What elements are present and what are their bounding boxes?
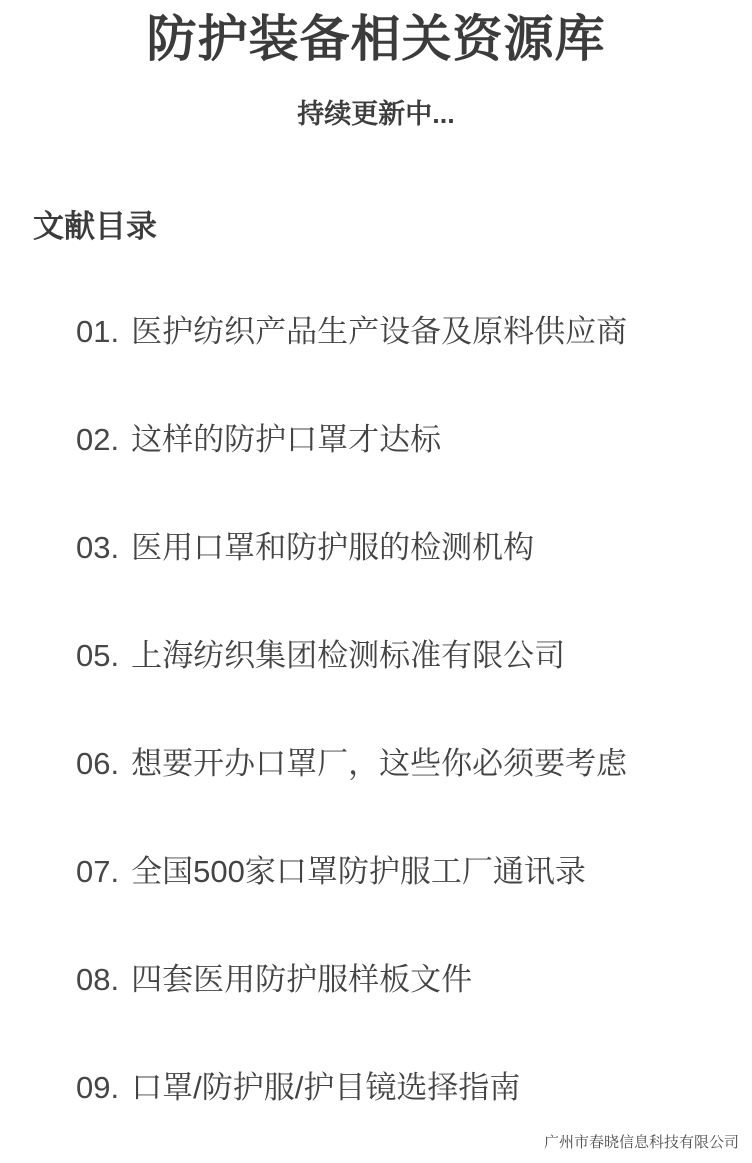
item-title: 医用口罩和防护服的检测机构	[131, 530, 535, 565]
item-number: 03.	[76, 530, 120, 565]
section-heading-literature-catalog: 文献目录	[33, 209, 157, 244]
catalog-list	[76, 312, 732, 1108]
item-title: 口罩/防护服/护目镜选择指南	[131, 1070, 521, 1105]
item-title: 这样的防护口罩才达标	[131, 422, 442, 457]
item-title: 四套医用防护服样板文件	[131, 962, 473, 997]
item-number: 09.	[76, 1070, 120, 1105]
item-number: 01.	[76, 314, 120, 349]
item-title: 想要开办口罩厂，这些你必须要考虑	[131, 746, 628, 781]
catalog-item-07	[76, 852, 732, 892]
catalog-item-02	[76, 420, 732, 460]
item-number: 06.	[76, 746, 120, 781]
item-number: 08.	[76, 962, 120, 997]
catalog-item-06	[76, 744, 732, 784]
catalog-item-05	[76, 636, 732, 676]
page-title: 防护装备相关资源库	[146, 11, 606, 67]
page-subtitle: 持续更新中...	[297, 99, 455, 129]
catalog-item-03	[76, 528, 732, 568]
item-number: 02.	[76, 422, 120, 457]
item-title: 医护纺织产品生产设备及原料供应商	[131, 314, 628, 349]
item-title: 全国500家口罩防护服工厂通讯录	[131, 854, 586, 889]
item-title: 上海纺织集团检测标准有限公司	[131, 638, 566, 673]
catalog-item-08	[76, 960, 732, 1000]
item-number: 07.	[76, 854, 120, 889]
footer-company-name: 广州市春晓信息科技有限公司	[543, 1134, 739, 1151]
catalog-item-09	[76, 1068, 732, 1108]
catalog-item-01	[76, 312, 732, 352]
item-number: 05.	[76, 638, 120, 673]
